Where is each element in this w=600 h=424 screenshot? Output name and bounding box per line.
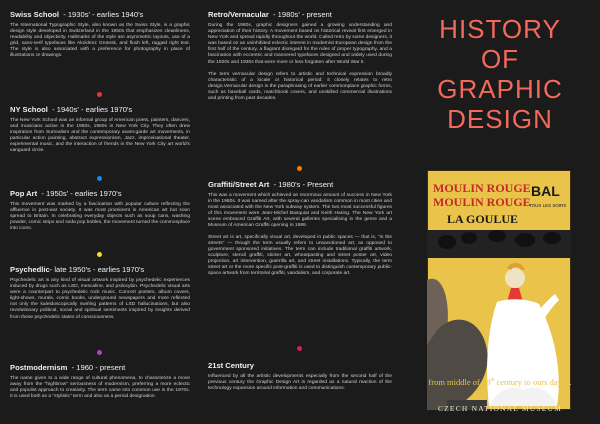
moulin-rouge-poster bbox=[427, 170, 571, 410]
tagline: from middle of 19th century to ours days... bbox=[428, 377, 572, 387]
page-title bbox=[400, 14, 600, 134]
section-21st-century bbox=[208, 361, 392, 392]
section-body: Influenced by all the artistic developments especially from the second half of the previous century the Graphic Design Art is regarded as a natural reaction of the technology expansion around information and communications. bbox=[208, 374, 392, 392]
divider-dot bbox=[297, 166, 302, 171]
poster-text: MOULIN ROUGE bbox=[433, 195, 531, 209]
divider-dot bbox=[97, 92, 102, 97]
section-body-2: Street art is art, specifically visual art, developed in public spaces — that is, "in the streets" — though the term usually refers to unsanctioned art, as opposed to government sponsored initiatives. The term can include traditional graffiti artwork, sculpture, stencil graffiti, sticker art, wheatpasting and street poster art, video projection, art intervention, guerrilla art, and street installations. Typically, the term street art or the more specific post-graffiti is used to distinguish contemporary public-space artwork from territorial graffiti, vandalism, and corporate art. bbox=[208, 234, 392, 277]
section-heading: Psychedlic- late 1950's - earlies 1970's bbox=[10, 265, 145, 274]
section-postmodernism bbox=[10, 363, 190, 400]
divider-dot bbox=[97, 176, 102, 181]
title-line: GRAPHIC bbox=[437, 74, 563, 104]
section-body: Psychedelic art is any kind of visual artwork inspired by psychedelic experiences induced by drugs such as LSD, mescaline, and psilocybin. Psychedelic visual arts were a counterpart to psychedelic rock music. Concert posters, album covers, light-shows, murals, comic books, underground newspapers and more reflected not only the kaleidoscopically swirling patterns of LSD hallucinations, but also revolutionary political, social and spiritual sentiments inspired by insights derived from these psychedelic states of consciousness. bbox=[10, 278, 190, 320]
section-body-2: The term vernacular design refers to artistic and technical expression broadly characteristic of a locale or historical period: it closely relates to retro design.Vernacular design is the paraphrasing of earlier commonplace graphic forms, such as baseball cards, matchbook covers, and unskilled commercial illustrations and printing from past decades. bbox=[208, 71, 392, 102]
divider-dot bbox=[97, 350, 102, 355]
section-heading: Postmodernism - 1960 - present bbox=[10, 363, 126, 372]
poster-text: LA GOULUE bbox=[447, 212, 519, 226]
museum-name: CZECH NATIONAL MUSEUM bbox=[437, 404, 563, 413]
poster-text: BAL bbox=[531, 183, 560, 199]
section-pop-art bbox=[10, 189, 190, 232]
section-retro-vernacular bbox=[208, 10, 392, 102]
section-heading: Pop Art - 1950s' - earlies 1970's bbox=[10, 189, 122, 198]
section-body: The New York School was an informal group of American poets, painters, dancers, and musicians active in the 1950s, 1960s in New York City. They often drew inspiration from Surrealism and the contemporary avant-garde art movements, in particular action painting, abstract expressionism, Jazz, improvisational theater, experimental music, and the interaction of friends in the New York City art world's vanguard circle. bbox=[10, 118, 190, 154]
section-heading: Graffiti/Street Art - 1980's - Present bbox=[208, 180, 334, 189]
divider-dot bbox=[97, 252, 102, 257]
section-body: The name given to a wide range of cultural phenomena, to characterize a move away from the "highbrow" seriousness of modernism, preferring a more eclectic and populist approach to creativity. The term came into common use in the 1970s. It is used both as a "stylistic" term and also as a period designation. bbox=[10, 376, 190, 400]
title-line: HISTORY bbox=[439, 14, 561, 44]
title-line: DESIGN bbox=[447, 104, 553, 134]
section-ny-school bbox=[10, 105, 190, 155]
section-body: During the 1980s, graphic designers gained a growing understanding and appreciation of their history. A movement based on historical revival first emerged in New York and spread rapidly throughout the world. Called retro by some designers, it was based on an uninhibited eclectic interest in modernist European design from the first half of the century, a flagrant disregard for the rules of proper typography, and a fascination with eccentric and mannered typefaces designed and widely used during the 1920s and 1930s that were more or less forgotten after World War II. bbox=[208, 23, 392, 65]
section-heading: Swiss School - 1930s' - earlies 1940's bbox=[10, 10, 144, 19]
section-body: This was a movement which achieved an enormous amount of success in New York in the 1980s. It was named after the spray-can vandalism common in most cities and most associated with the New York subway system. The two most successful figures of this movement were Jean-Michel Basquiat and Keith Haring. The New York art scene embraced Graffiti Art, with several galleries specialising in the genre and a Museum of American Graffiti opening in 1989. bbox=[208, 193, 392, 229]
left-column bbox=[0, 0, 200, 424]
section-heading: Retro/Vernacular - 1980s' - present bbox=[208, 10, 332, 19]
middle-column bbox=[200, 0, 400, 424]
section-psychedelic bbox=[10, 265, 190, 321]
section-body: This movement was marked by a fascination with popular culture reflecting the affluence in post-war society. It was most prominent in American art but soon spread to Britain. In celebrating everyday objects such as soup cans, washing powder, comic strips and soda pop bottles, the movement turned the commonplace into icons. bbox=[10, 202, 190, 232]
divider-dot bbox=[297, 346, 302, 351]
section-body: The International Typographic Style, also known as the Swiss Style, is a graphic design style developed in Switzerland in the 1950s that emphasizes cleanliness, readability and objectivity. Hallmarks of the style are asymmetric layouts, use of a grid, sans-serif typefaces like Akzidenz Grotesk, and flush left, ragged right text. The style is also associated with a preference for photography in place of illustrations or drawings. bbox=[10, 23, 190, 59]
poster-text: MOULIN ROUGE bbox=[433, 181, 531, 195]
title-line: OF bbox=[480, 44, 520, 74]
section-heading: NY School - 1940s' - earlies 1970's bbox=[10, 105, 133, 114]
section-graffiti bbox=[208, 180, 392, 277]
section-swiss-school bbox=[10, 10, 190, 60]
section-heading: 21st Century bbox=[208, 361, 255, 370]
poster-text: TOUS LES SOIRS bbox=[529, 203, 567, 208]
